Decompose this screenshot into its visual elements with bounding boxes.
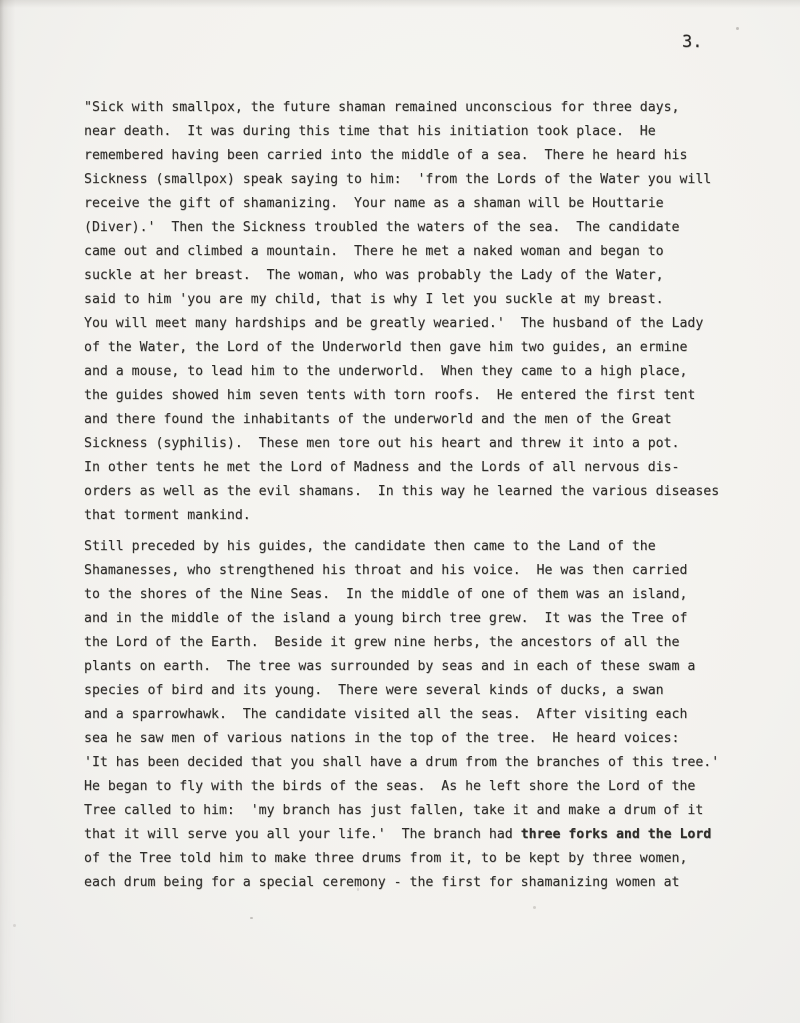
text-line: Still preceded by his guides, the candidate then came to the Land of the: [84, 539, 656, 554]
text-line: orders as well as the evil shamans. In this way he learned the various diseases: [84, 484, 720, 499]
text-line: receive the gift of shamanizing. Your name as a shaman will be Houttarie: [84, 196, 664, 211]
page-number: 3.: [682, 32, 703, 52]
paragraph-initiation: [84, 96, 744, 528]
text-line: and a sparrowhawk. The candidate visited all the seas. After visiting each: [84, 707, 688, 722]
text-line: (Diver).' Then the Sickness troubled the waters of the sea. The candidate: [84, 220, 680, 235]
text-line: Shamanesses, who strengthened his throat and his voice. He was then carried: [84, 563, 688, 578]
text-line: Tree called to him: 'my branch has just fallen, take it and make a drum of it: [84, 803, 704, 818]
scan-speck: [736, 27, 739, 30]
text-line: remembered having been carried into the middle of a sea. There he heard his: [84, 148, 688, 163]
scan-speck: [533, 906, 536, 909]
text-line: and a mouse, to lead him to the underworld. When they came to a high place,: [84, 364, 688, 379]
text-line: of the Water, the Lord of the Underworld then gave him two guides, an ermine: [84, 340, 688, 355]
text-line: sea he saw men of various nations in the top of the tree. He heard voices:: [84, 731, 680, 746]
text-line: Sickness (syphilis). These men tore out his heart and threw it into a pot.: [84, 436, 680, 451]
text-line: came out and climbed a mountain. There he met a naked woman and began to: [84, 244, 664, 259]
text-line: and in the middle of the island a young birch tree grew. It was the Tree of: [84, 611, 688, 626]
text-line: 'It has been decided that you shall have a drum from the branches of this tree.': [84, 755, 720, 770]
typewritten-text-body: [84, 96, 744, 902]
text-line: of the Tree told him to make three drums from it, to be kept by three women,: [84, 851, 688, 866]
text-line: plants on earth. The tree was surrounded by seas and in each of these swam a: [84, 659, 696, 674]
text-line: and there found the inhabitants of the underworld and the men of the Great: [84, 412, 672, 427]
text-line: each drum being for a special ceremony - the first for shamanizing women at: [84, 875, 680, 890]
text-line: In other tents he met the Lord of Madness and the Lords of all nervous dis-: [84, 460, 680, 475]
text-line: You will meet many hardships and be greatly wearied.' The husband of the Lady: [84, 316, 704, 331]
text-line: the guides showed him seven tents with torn roofs. He entered the first tent: [84, 388, 696, 403]
text-line: the Lord of the Earth. Beside it grew nine herbs, the ancestors of all the: [84, 635, 680, 650]
scan-speck: [357, 888, 359, 891]
text-line: suckle at her breast. The woman, who was probably the Lady of the Water,: [84, 268, 664, 283]
scan-edge-shadow-top: [0, 0, 800, 8]
scan-speck: [250, 917, 253, 919]
bold-text: three forks and the Lord: [520, 827, 712, 842]
text-line: Sickness (smallpox) speak saying to him: 'from the Lords of the Water you will: [84, 172, 712, 187]
text-line: He began to fly with the birds of the seas. As he left shore the Lord of the: [84, 779, 696, 794]
text-line: near death. It was during this time that his initiation took place. He: [84, 124, 656, 139]
text-line: to the shores of the Nine Seas. In the middle of one of them was an island,: [84, 587, 688, 602]
scan-speck: [13, 924, 16, 927]
paragraph-nine-seas: [84, 535, 744, 895]
text-line: that it will serve you all your life.' The branch had three forks and the Lord: [84, 827, 712, 842]
text-line: species of bird and its young. There were several kinds of ducks, a swan: [84, 683, 664, 698]
text-line: that torment mankind.: [84, 508, 251, 523]
scan-edge-shadow-left: [0, 0, 16, 1023]
text-line: "Sick with smallpox, the future shaman remained unconscious for three days,: [84, 100, 680, 115]
text-line: said to him 'you are my child, that is why I let you suckle at my breast.: [84, 292, 664, 307]
